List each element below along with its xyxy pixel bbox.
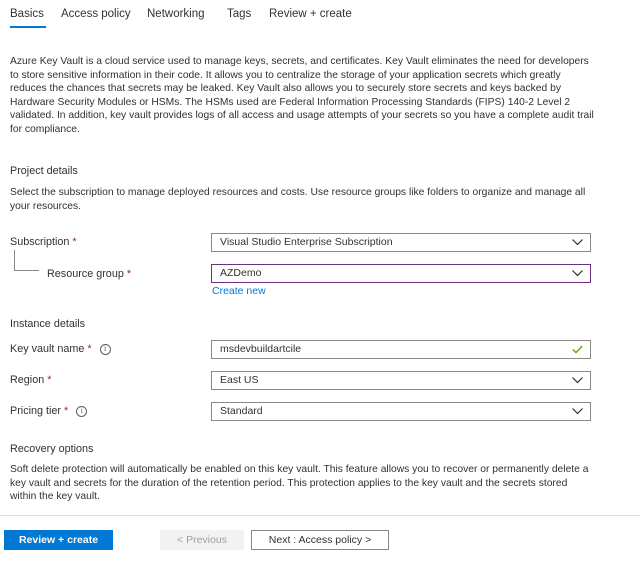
resource-group-value: AZDemo [220,267,262,279]
tree-connector [14,250,39,271]
chevron-down-icon [572,408,583,415]
subscription-select[interactable] [211,233,591,252]
resource-group-select[interactable] [211,264,591,283]
create-new-link[interactable]: Create new [212,285,266,297]
recovery-options-heading: Recovery options [10,443,94,455]
tab-access-policy[interactable]: Access policy [61,8,131,20]
project-details-description: Select the subscription to manage deployed resources and costs. Use resource groups like folders to organize and manage all your resources. [10,187,586,212]
region-value: East US [220,374,259,386]
region-label: Region * [10,374,52,386]
pricing-tier-select[interactable] [211,402,591,421]
checkmark-icon [572,345,583,354]
info-icon[interactable]: i [100,344,111,355]
review-create-button[interactable]: Review + create [4,530,113,550]
subscription-value: Visual Studio Enterprise Subscription [220,236,393,248]
tab-networking[interactable]: Networking [147,8,205,20]
chevron-down-icon [572,377,583,384]
active-tab-indicator [10,26,46,28]
pricing-tier-label: Pricing tier * i [10,405,87,417]
required-indicator: * [47,374,52,386]
intro-description: Azure Key Vault is a cloud service used to manage keys, secrets, and certificates. Key Vault eliminates the need for developers to store sensitive information in their code. It allows you to centralize the storage of your application secrets which greatly reduces the chances that secrets may be leaked. Key Vault also allows you to securely store secrets and keys backed by Hardware Security Modules or HSMs. The HSMs used are Federal Information Processing Standards (FIPS) 140-2 Level 2 validated. In addition, key vault provides logs of all access and usage attempts of your secrets so you have a complete audit trail for compliance. [10,56,594,135]
project-details-heading: Project details [10,165,78,177]
previous-button[interactable]: < Previous [160,530,244,550]
key-vault-name-input[interactable] [211,340,591,359]
footer-divider [0,515,640,516]
region-select[interactable] [211,371,591,390]
pricing-tier-value: Standard [220,405,263,417]
tab-tags[interactable]: Tags [227,8,252,20]
required-indicator: * [126,268,132,280]
chevron-down-icon [572,239,583,246]
tab-review-create[interactable]: Review + create [269,8,352,20]
required-indicator: * [87,343,92,355]
recovery-description: Soft delete protection will automatically be enabled on this key vault. This feature allows you to recover or permanently delete a key vault and secrets for the duration of the retention period. This protection applies to the key vault and the secrets stored within the key vault. [10,464,589,502]
tab-basics[interactable]: Basics [10,8,44,20]
key-vault-name-value: msdevbuildartcile [220,343,302,355]
chevron-down-icon [572,270,583,277]
instance-details-heading: Instance details [10,318,86,330]
info-icon[interactable]: i [76,406,87,417]
required-indicator: * [72,236,77,248]
next-access-policy-button[interactable]: Next : Access policy > [251,530,389,550]
tab-bar [0,0,640,30]
required-indicator: * [64,405,69,417]
subscription-label: Subscription * [10,236,77,248]
resource-group-label: Resource group * [47,268,132,280]
key-vault-name-label: Key vault name * i [10,343,111,355]
